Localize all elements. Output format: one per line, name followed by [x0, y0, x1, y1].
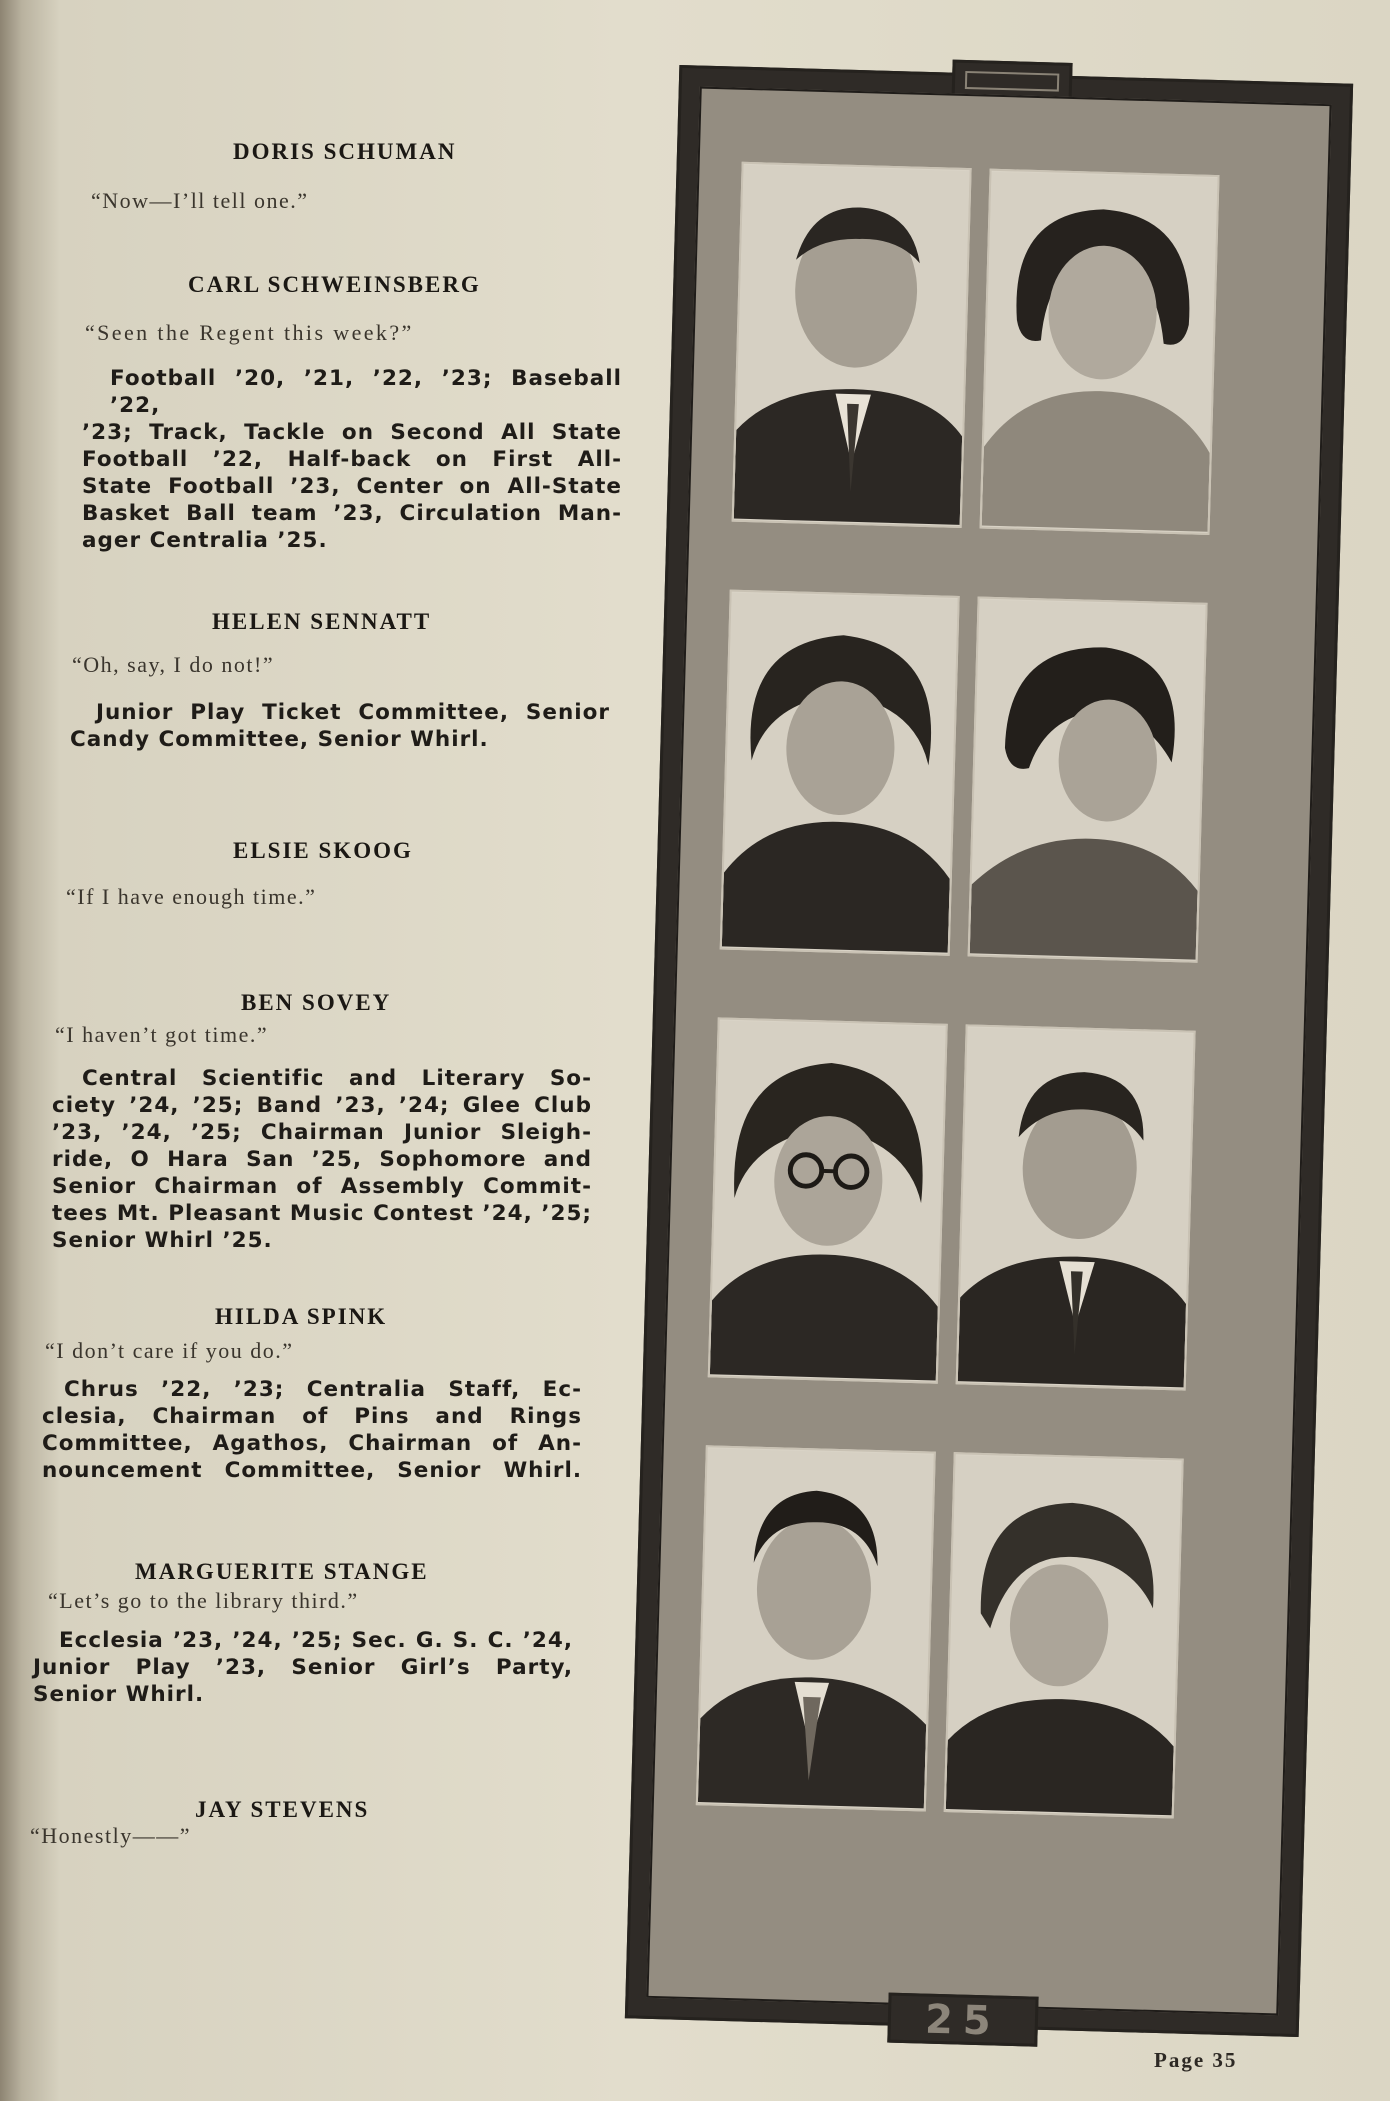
- activity-line: Junior Play ’23, Senior Girl’s Party,: [33, 1655, 573, 1680]
- activity-line: State Football ’23, Center on All-State: [82, 474, 622, 499]
- activity-line: ride, O Hara San ’25, Sophomore and: [52, 1147, 592, 1172]
- student-name: MARGUERITE STANGE: [135, 1559, 429, 1584]
- student-quote: “Oh, say, I do not!”: [72, 652, 275, 677]
- activity-line: tees Mt. Pleasant Music Contest ’24, ’25;: [52, 1201, 592, 1226]
- portrait-image: [958, 1026, 1194, 1388]
- activity-line: Ecclesia ’23, ’24, ’25; Sec. G. S. C. ’24,: [59, 1628, 573, 1653]
- activity-line: Committee, Agathos, Chairman of An-: [42, 1431, 582, 1456]
- activity-line: Senior Whirl.: [33, 1682, 205, 1707]
- portrait-photo: [720, 590, 960, 956]
- activity-line: ’23; Track, Tackle on Second All State: [82, 420, 622, 445]
- portrait-photo: [732, 162, 972, 528]
- student-name: ELSIE SKOOG: [233, 838, 413, 863]
- activity-line: ’23, ’24, ’25; Chairman Junior Sleigh-: [52, 1120, 592, 1145]
- portrait-photo: [956, 1024, 1196, 1390]
- activity-line: Basket Ball team ’23, Circulation Man-: [82, 501, 622, 526]
- student-quote: “I don’t care if you do.”: [45, 1338, 294, 1363]
- student-activities: [70, 699, 610, 753]
- student-activities: [52, 1065, 592, 1254]
- portrait-photo: [968, 597, 1208, 963]
- activity-line: Chrus ’22, ’23; Centralia Staff, Ec-: [64, 1377, 582, 1402]
- activity-line: Senior Chairman of Assembly Commit-: [52, 1174, 592, 1199]
- panel-class-year: 25: [887, 1993, 1038, 2047]
- activity-line: clesia, Chairman of Pins and Rings: [42, 1404, 582, 1429]
- activity-line: Candy Committee, Senior Whirl.: [70, 727, 489, 752]
- student-quote: “Now—I’ll tell one.”: [91, 188, 309, 213]
- portrait-photo: [980, 169, 1220, 535]
- portrait-image: [698, 1447, 934, 1809]
- portrait-photo: [944, 1452, 1184, 1818]
- student-quote: “Seen the Regent this week?”: [85, 320, 414, 345]
- student-name: BEN SOVEY: [241, 990, 392, 1015]
- student-quote: “Honestly——”: [30, 1823, 191, 1848]
- portrait-image: [982, 171, 1218, 533]
- portrait-image: [970, 599, 1206, 961]
- student-activities: [33, 1627, 573, 1708]
- student-name: HELEN SENNATT: [212, 609, 432, 634]
- activity-line: Football ’20, ’21, ’22, ’23; Baseball ’22,: [110, 366, 622, 418]
- student-quote: “I haven’t got time.”: [55, 1022, 269, 1047]
- page-number: Page 35: [1154, 2048, 1238, 2072]
- activity-line: Junior Play Ticket Committee, Senior: [96, 700, 610, 725]
- portrait-image: [710, 1019, 946, 1381]
- student-name: CARL SCHWEINSBERG: [188, 272, 481, 297]
- portrait-image: [722, 592, 958, 954]
- activity-line: ager Centralia ’25.: [82, 528, 328, 553]
- student-activities: [42, 1376, 582, 1484]
- portrait-panel: [625, 65, 1353, 2045]
- student-name: JAY STEVENS: [195, 1797, 370, 1822]
- portrait-photo: [696, 1445, 936, 1811]
- portrait-photo: [708, 1017, 948, 1383]
- portrait-image: [734, 164, 970, 526]
- activity-line: ciety ’24, ’25; Band ’23, ’24; Glee Club: [52, 1093, 592, 1118]
- student-activities: [82, 365, 622, 554]
- student-name: HILDA SPINK: [215, 1304, 388, 1329]
- student-quote: “Let’s go to the library third.”: [48, 1588, 359, 1613]
- student-quote: “If I have enough time.”: [66, 884, 317, 909]
- activity-line: nouncement Committee, Senior Whirl.: [42, 1458, 582, 1483]
- activity-line: Football ’22, Half-back on First All-: [82, 447, 622, 472]
- student-name: DORIS SCHUMAN: [233, 139, 457, 164]
- portrait-image: [946, 1454, 1182, 1816]
- text-column: [0, 0, 660, 2101]
- activity-line: Central Scientific and Literary So-: [82, 1066, 592, 1091]
- panel-mat: [646, 87, 1331, 2016]
- activity-line: Senior Whirl ’25.: [52, 1228, 273, 1253]
